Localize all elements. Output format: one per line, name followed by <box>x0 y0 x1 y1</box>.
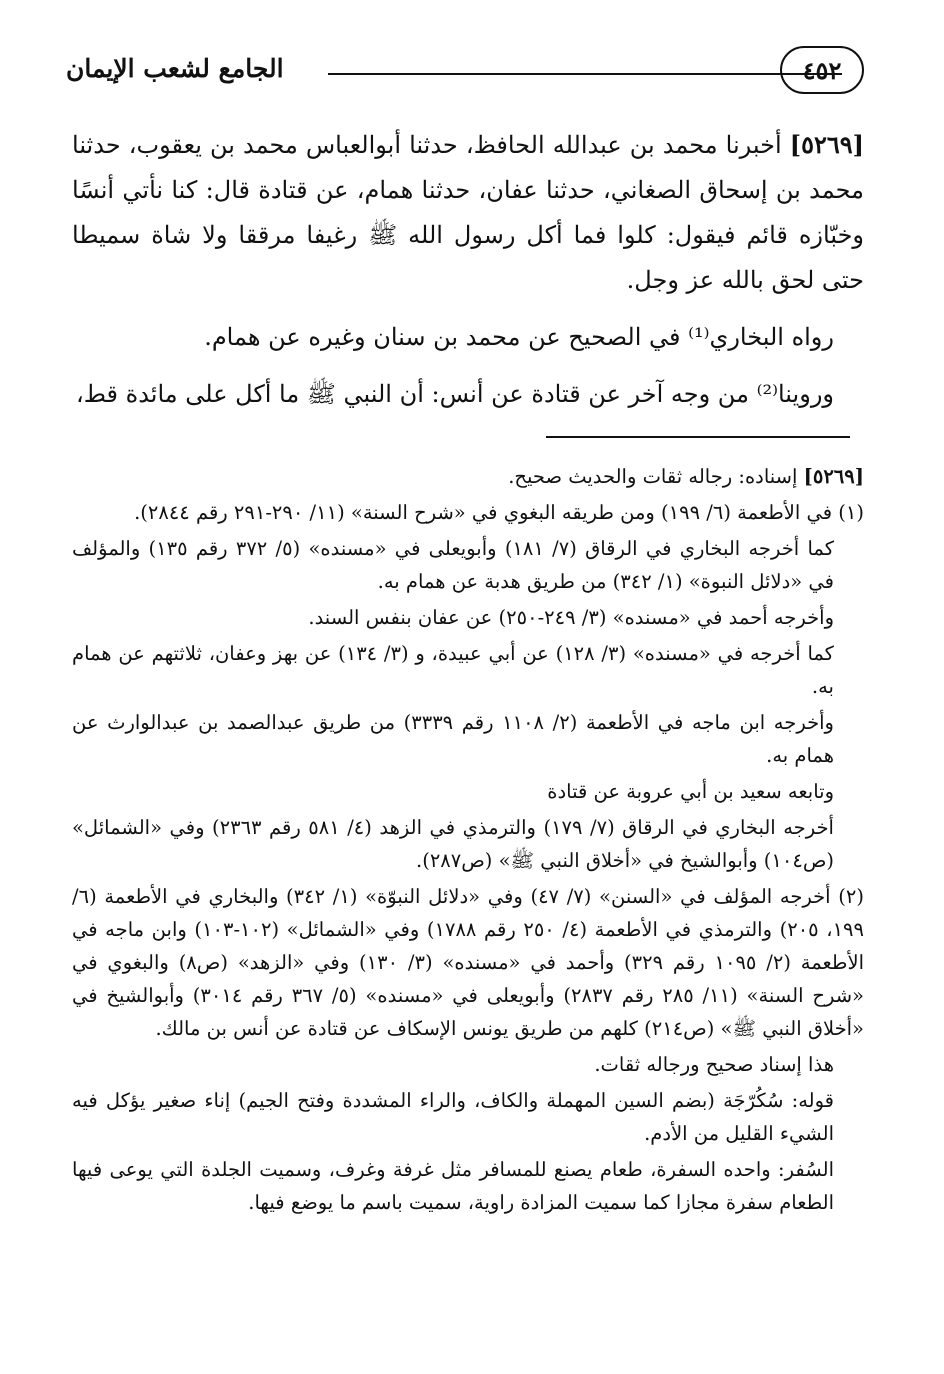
footnote-1-line: وأخرجه ابن ماجه في الأطعمة (٢/ ١١٠٨ رقم ٣٣٣٩) من طريق عبدالصمد بن عبدالوارث عن همام به. <box>72 711 834 767</box>
hadith-paragraph <box>72 122 864 303</box>
footnote-1-line: وأخرجه أحمد في «مسنده» (٣/ ٢٤٩-٢٥٠) عن عفان بنفس السند. <box>308 606 834 629</box>
footnote-1-marker: (١) <box>838 501 864 524</box>
main-text <box>72 122 864 417</box>
isnad-note <box>72 460 864 493</box>
header-rule <box>328 73 842 75</box>
footnote-1-line: كما أخرجه البخاري في الرقاق (٧/ ١٨١) وأبويعلى في «مسنده» (٥/ ٣٧٢ رقم ١٣٥) والمؤلف في «دلائل النبوة» (١/ ٣٤٢) من طريق هدبة عن همام به. <box>72 537 834 593</box>
footnote-1-text: في الأطعمة (٦/ ١٩٩) ومن طريقه البغوي في «شرح السنة» (١١/ ٢٩٠-٢٩١ رقم ٢٨٤٤). <box>134 501 833 524</box>
footnote-2-line: السُفر: واحده السفرة، طعام يصنع للمسافر مثل غرفة وغرف، وسميت الجلدة التي يوعى فيها الطعام سفرة مجازا كما سميت المزادة راوية، سميت باسم ما يوضع فيها. <box>72 1158 834 1214</box>
footnote-2-marker: (٢) <box>838 885 864 908</box>
footnote-1-line <box>72 496 864 529</box>
footnote-2-text: أخرجه المؤلف في «السنن» (٧/ ٤٧) وفي «دلائل النبوّة» (١/ ٣٤٢) والبخاري في الأطعمة (٦/ ١٩٩، ٢٠٥) والترمذي في الأطعمة (٤/ ٢٥٠ رقم ١٧٨٨) وفي «الشمائل» (١٠٢-١٠٣) وابن ماجه في الأطعمة (٢/ ١٠٩٥ رقم ٣٢٩) وأحمد في «مسنده» (٣/ ١٣٠) وفي «الزهد» (ص٨) والبغوي في «شرح السنة» (١١/ ٢٨٥ رقم ٢٨٣٧) وأبويعلى في «مسنده» (٥/ ٣٦٧ رقم ٣٠١٤) وأبوالشيخ في «أخلاق النبي ﷺ» (ص٢١٤) كلهم من طريق يونس الإسكاف عن قتادة عن أنس بن مالك. <box>72 885 864 1040</box>
narration-paragraph-2: وروينا⁽²⁾ من وجه آخر عن قتادة عن أنس: أن النبي ﷺ ما أكل على مائدة قط، <box>75 380 834 408</box>
footnotes <box>72 460 864 1222</box>
footnote-divider <box>546 436 850 438</box>
footnote-1-line: كما أخرجه في «مسنده» (٣/ ١٢٨) عن أبي عبيدة، و (٣/ ١٣٤) عن بهز وعفان، ثلاثتهم عن همام به. <box>72 642 834 698</box>
isnad-number: [٥٢٦٩] <box>803 465 864 488</box>
narration-paragraph: رواه البخاري⁽¹⁾ في الصحيح عن محمد بن سنان وغيره عن همام. <box>204 323 834 351</box>
hadith-number: [٥٢٦٩] <box>789 130 864 159</box>
page-header <box>66 42 864 102</box>
page-number: ٤٥٢ <box>802 55 842 85</box>
page-number-badge <box>780 46 864 94</box>
isnad-text: إسناده: رجاله ثقات والحديث صحيح. <box>508 465 798 488</box>
book-title: الجامع لشعب الإيمان <box>66 54 284 83</box>
footnote-1-line: أخرجه البخاري في الرقاق (٧/ ١٧٩) والترمذي في الزهد (٤/ ٥٨١ رقم ٢٣٦٣) وفي «الشمائل» (ص١٠٤) وأبوالشيخ في «أخلاق النبي ﷺ» (ص٢٨٧). <box>72 816 834 872</box>
footnote-2-line: هذا إسناد صحيح ورجاله ثقات. <box>594 1053 834 1076</box>
footnote-2-line: قوله: سُكُرّجَة (بضم السين المهملة والكاف، والراء المشددة وفتح الجيم) إناء صغير يؤكل فيه الشيء القليل من الأدم. <box>72 1089 834 1145</box>
footnote-2-line <box>72 880 864 1045</box>
hadith-text: أخبرنا محمد بن عبدالله الحافظ، حدثنا أبوالعباس محمد بن يعقوب، حدثنا محمد بن إسحاق الصغاني، حدثنا عفان، حدثنا همام، عن قتادة قال: كنا نأتي أنسًا وخبّازه قائم فيقول: كلوا فما أكل رسول الله ﷺ رغيفا مرققا ولا شاة سميطا حتى لحق بالله عز وجل. <box>72 131 864 294</box>
footnote-1-line: وتابعه سعيد بن أبي عروبة عن قتادة <box>547 780 834 803</box>
